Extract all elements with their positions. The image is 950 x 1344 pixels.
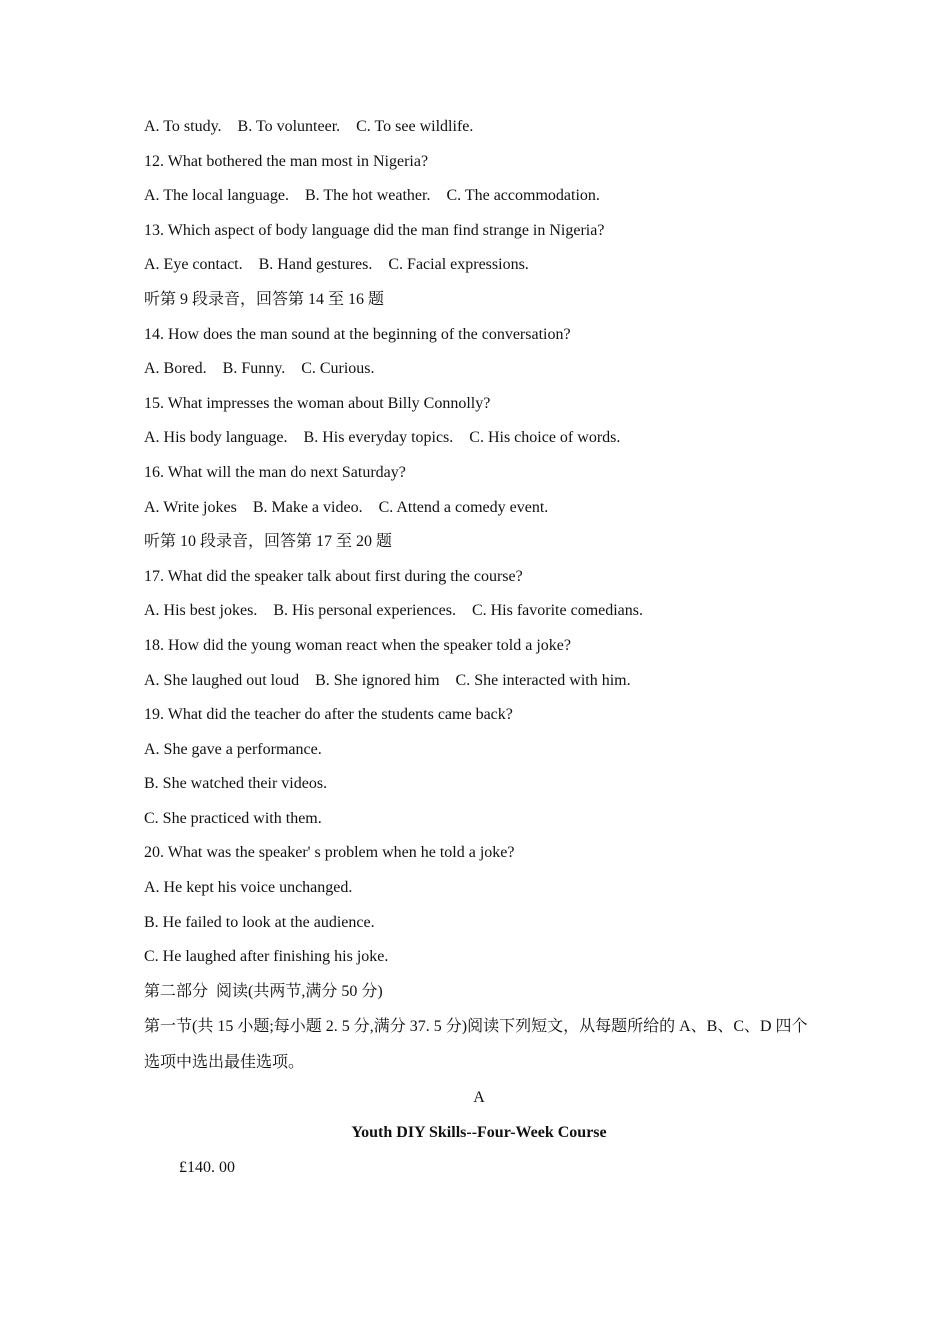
question-19: 19. What did the teacher do after the students came back? <box>144 706 513 724</box>
audio-instruction-10: 听第 10 段录音，回答第 17 至 20 题 <box>144 533 393 551</box>
audio-instruction-9: 听第 9 段录音，回答第 14 至 16 题 <box>144 290 385 308</box>
passage-label: A <box>473 1089 485 1107</box>
option-line-q12: A. The local language. B. The hot weather. C. The accommodation. <box>144 187 600 205</box>
question-18: 18. How did the young woman react when the speaker told a joke? <box>144 636 571 654</box>
option-line-q18: A. She laughed out loud B. She ignored him C. She interacted with him. <box>144 671 631 689</box>
option-line-q17: A. His best jokes. B. His personal experiences. C. His favorite comedians. <box>144 602 644 620</box>
option-line-q15: A. His body language. B. His everyday topics. C. His choice of words. <box>144 429 621 447</box>
question-13: 13. Which aspect of body language did the man find strange in Nigeria? <box>144 221 605 239</box>
passage-title: Youth DIY Skills--Four-Week Course <box>351 1124 607 1142</box>
option-line-q11: A. To study. B. To volunteer. C. To see wildlife. <box>144 118 474 135</box>
option-q19-a: A. She gave a performance. <box>144 740 322 758</box>
section-instruction: 第一节(共 15 小题;每小题 2. 5 分,满分 37. 5 分)阅读下列短文，从每题所给的 A、B、C、D 四个选项中选出最佳选项。 <box>144 1018 808 1072</box>
course-price: £140. 00 <box>179 1158 235 1176</box>
part-two-heading: 第二部分 阅读(共两节,满分 50 分) <box>144 982 383 1000</box>
option-q20-b: B. He failed to look at the audience. <box>144 913 375 931</box>
option-q19-c: C. She practiced with them. <box>144 809 322 827</box>
question-17: 17. What did the speaker talk about first during the course? <box>144 567 523 585</box>
question-12: 12. What bothered the man most in Nigeria? <box>144 152 429 170</box>
option-q20-c: C. He laughed after finishing his joke. <box>144 948 389 966</box>
question-16: 16. What will the man do next Saturday? <box>144 463 406 481</box>
exam-page <box>144 110 814 1185</box>
option-q19-b: B. She watched their videos. <box>144 775 328 793</box>
question-20: 20. What was the speaker' s problem when he told a joke? <box>144 844 515 862</box>
option-line-q14: A. Bored. B. Funny. C. Curious. <box>144 360 375 378</box>
option-line-q13: A. Eye contact. B. Hand gestures. C. Facial expressions. <box>144 256 529 274</box>
option-line-q16: A. Write jokes B. Make a video. C. Attend a comedy event. <box>144 498 549 516</box>
question-15: 15. What impresses the woman about Billy Connolly? <box>144 394 491 412</box>
question-14: 14. How does the man sound at the beginning of the conversation? <box>144 325 571 343</box>
option-q20-a: A. He kept his voice unchanged. <box>144 879 353 897</box>
